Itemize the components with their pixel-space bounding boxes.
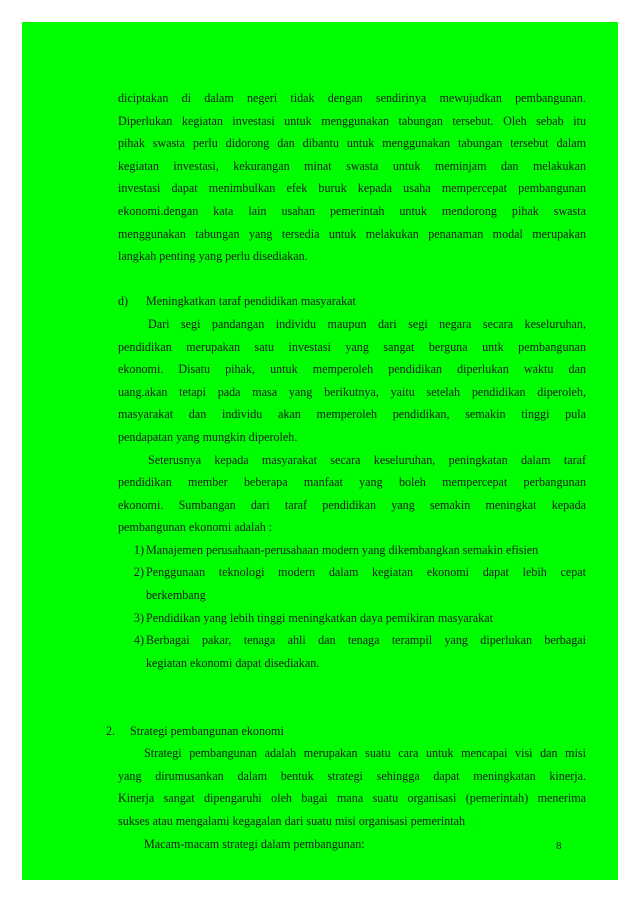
- list-text: Penggunaan teknologi modern dalam kegiatan ekonomi dapat lebih cepat: [146, 565, 586, 580]
- list-text-continuation: kegiatan ekonomi dapat disediakan.: [146, 655, 320, 670]
- text-line: uang.akan tetapi pada masa yang berikutnya, yaitu setelah pendidikan diperoleh,: [118, 384, 586, 399]
- list-number: 4): [133, 633, 144, 648]
- section-title: Strategi pembangunan ekonomi: [130, 723, 284, 738]
- list-text: Pendidikan yang lebih tinggi meningkatkan daya pemikiran masyarakat: [146, 610, 493, 625]
- paragraph-seterusnya: [118, 449, 586, 539]
- text-line: pendapatan yang mungkin diperoleh.: [118, 429, 298, 444]
- document-page: [22, 22, 618, 880]
- numbered-list: [118, 539, 586, 675]
- spacer: [118, 268, 586, 291]
- text-line: menggunakan tabungan yang tersedia untuk melakukan penanaman modal merupakan: [118, 226, 586, 241]
- list-item: [118, 539, 586, 562]
- text-line: pendidikan member beberapa manfaat yang boleh mempercepat perbangunan: [118, 475, 586, 490]
- paragraph-investasi: [118, 87, 586, 268]
- list-item: [118, 607, 586, 630]
- text-line: pembangunan ekonomi adalah :: [118, 520, 273, 535]
- text-line: langkah penting yang perlu disediakan.: [118, 249, 308, 264]
- paragraph-pendidikan: [118, 313, 586, 449]
- section-heading-2: [106, 720, 586, 743]
- spacer: [118, 697, 586, 720]
- text-line: pendidikan merupakan satu investasi yang sangat berguna untk pembangunan: [118, 339, 586, 354]
- list-number: 1): [133, 542, 144, 557]
- subheading-d: [118, 290, 586, 313]
- text-line: Seterusnya kepada masyarakat secara keseluruhan, peningkatan dalam taraf: [148, 452, 586, 467]
- page-number: 8: [556, 840, 562, 852]
- text-line: Dari segi pandangan individu maupun dari segi negara secara keseluruhan,: [148, 316, 586, 331]
- text-line: pihak swasta perlu didorong dan dibantu untuk menggunakan tabungan tersebut dalam: [118, 136, 586, 151]
- text-line: sukses atau mengalami kegagalan dari suatu misi organisasi pemerintah: [118, 814, 466, 828]
- page-content: [106, 87, 586, 855]
- list-number: 2): [133, 565, 144, 580]
- text-line: masyarakat dan individu akan memperoleh pendidikan, semakin tinggi pula: [118, 407, 586, 422]
- list-text: Manajemen perusahaan-perusahaan modern yang dikembangkan semakin efisien: [146, 542, 539, 557]
- list-number: 3): [133, 610, 144, 625]
- text-line: diciptakan di dalam negeri tidak dengan sendirinya mewujudkan pembangunan.: [118, 91, 586, 105]
- spacer: [118, 674, 586, 697]
- subheading-marker: d): [118, 294, 129, 309]
- list-item: [118, 561, 586, 584]
- list-text-continuation: berkembang: [146, 588, 206, 603]
- subheading-text: Meningkatkan taraf pendidikan masyarakat: [146, 294, 356, 309]
- text-line-macam: Macam-macam strategi dalam pembangunan:: [144, 836, 365, 851]
- text-line: Strategi pembangunan adalah merupakan suatu cara untuk mencapai visi dan misi: [144, 746, 586, 761]
- text-line: kegiatan investasi, kekurangan minat swasta untuk meminjam dan melakukan: [118, 158, 586, 173]
- paragraph-strategi: [118, 742, 586, 832]
- text-line: ekonomi.dengan kata lain usahan pemerintah untuk mendorong pihak swasta: [118, 203, 586, 218]
- text-line: ekonomi. Disatu pihak, untuk memperoleh pendidikan diperlukan waktu dan: [118, 362, 586, 377]
- text-line: yang dirumusankan dalam bentuk strategi sehingga dapat meningkatan kinerja.: [118, 768, 586, 783]
- list-item: [118, 629, 586, 652]
- text-line: Diperlukan kegiatan investasi untuk menggunakan tabungan tersebut. Oleh sebab itu: [118, 113, 586, 128]
- section-number: 2.: [106, 723, 116, 738]
- text-line: ekonomi. Sumbangan dari taraf pendidikan yang semakin meningkat kepada: [118, 497, 586, 512]
- text-line: Kinerja sangat dipengaruhi oleh bagai mana suatu organisasi (pemerintah) menerima: [118, 791, 586, 806]
- text-line: investasi dapat menimbulkan efek buruk kepada usaha mempercepat pembangunan: [118, 181, 586, 196]
- list-text: Berbagai pakar, tenaga ahli dan tenaga terampil yang diperlukan berbagai: [146, 633, 586, 648]
